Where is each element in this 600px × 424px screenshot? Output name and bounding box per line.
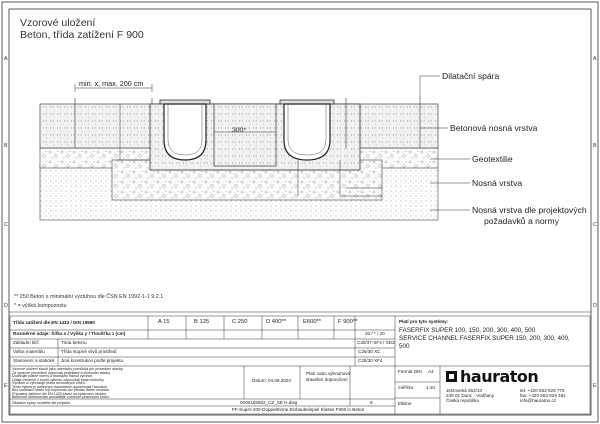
disclaimer-7: Bez souhlasu nesmí být kopírován ani předán třetím osobám. [12, 388, 110, 392]
date-value: 04.06.2024 [268, 378, 291, 383]
class-f900: F 900** [338, 319, 358, 325]
hauraton-logo-mark [446, 371, 457, 382]
central-pier [214, 104, 276, 166]
callout-base-layer: Nosná vrstva [472, 178, 523, 188]
dims-label: Rozměrné údaje: Šířka x / Výška y / Tloušťka z (cm) [13, 331, 126, 336]
row4-right: Třída stupně vlivů prostředí [61, 349, 117, 354]
company-email: info@hauraton.cz [520, 398, 557, 403]
row5-right: Jiná konstrukce podle projektu [61, 358, 124, 363]
dimension-label-mid: 300* [232, 127, 246, 134]
row4-value: C25/30 XC [358, 349, 381, 354]
company-city: 249 01 Dunc - Vodňany [446, 393, 495, 398]
products-header: Platí pro tyto systémy: [399, 319, 449, 324]
disclaimer-1: Vzorové uložení slouží jako orientační pomůcka pro provedení stavby. [12, 367, 124, 371]
dims-value: 20 / * / 20 [365, 331, 385, 336]
row-marker-right-c: C [593, 222, 597, 228]
valid-label: Platí nabo výbouhová [306, 371, 351, 376]
classes-header: Třída zatížení dle EN 1433 / DIN 19580 [13, 320, 95, 325]
disclaimer-5: Výrobce si vyhrazuje právo technických změn. [12, 381, 86, 385]
row5-left: Stanovení a statické [13, 358, 55, 363]
disclaimer-6: Tento výkres je duševním vlastnictvím společnosti Hauraton. [12, 384, 109, 389]
row-marker-right-d: D [593, 303, 597, 309]
class-b125: B 125 [194, 319, 210, 325]
row-marker-left-c: C [4, 222, 8, 228]
products-line-1: FASERFIX SUPER 100, 150, 200, 300, 400, 500 [399, 327, 536, 334]
drawing-number: 0000165662_CZ_SE H.dwg [240, 400, 298, 405]
date-label: Datum: [252, 378, 267, 383]
row-marker-left-a: A [4, 56, 8, 62]
scale-value: 1:10 [426, 385, 435, 390]
disclaimer-9: Betonové obetonování provádějte v jednom pracovním kroku. [12, 395, 110, 399]
products-line-3: 500 [399, 343, 410, 350]
disclaimer-4: Údaje uvedené v tomto výkresu odpovídají stavu techniky. [12, 377, 105, 382]
note-line-2: * = výšká kompozostu [14, 303, 67, 309]
disclaimer-3: Dodržujte platné normy a montážní návod výrobce. [12, 374, 94, 378]
company-street: Jetzoveká 652/10 [446, 388, 483, 393]
class-d400: D 400** [266, 319, 286, 325]
callout-concrete-layer: Betonová nosná vrstva [450, 123, 538, 133]
class-c250: C 250 [232, 319, 248, 325]
channel-right [280, 100, 334, 160]
scale-label: měřítko [398, 385, 414, 390]
row-marker-right-b: B [593, 143, 597, 149]
row-marker-left-e: E [4, 383, 8, 389]
disclaimer-2: Za správné provedení odpovídá projektant a zhotovitel stavby. [12, 370, 111, 375]
footer-text: FF-Super-200-Doppeltrinne Einbaubeispiel Klasse F900 in Beton [232, 407, 365, 412]
callout-geotextile: Geotextilie [472, 154, 513, 164]
row3-left: Základní klíč [13, 340, 39, 345]
drawing-title: Vzorové uložení [20, 17, 96, 29]
dimension-label-top: min. x, max. 200 cm [79, 79, 144, 88]
callout-sub-base-line1: Nosná vrstva dle projektových [472, 205, 587, 215]
company-phone: tel: +420 553 629 776 [520, 388, 565, 393]
drawing-subtitle: Beton, třída zatížení F 900 [20, 29, 144, 41]
row-marker-left-b: B [4, 143, 8, 149]
row5-value: C25/30 XF4 [358, 358, 383, 363]
list-label: Elkline [398, 401, 412, 406]
row3-value: C30/37-XF4 / XD3 [357, 340, 395, 345]
class-a15: A 15 [158, 319, 170, 325]
row-marker-left-d: D [4, 303, 8, 309]
company-country: Česká republika [446, 398, 479, 403]
format-label: Formát DIN [398, 369, 422, 374]
row-marker-right-e: E [593, 383, 597, 389]
note-line-1: ** 250 Beton s minimální výztuhou dle ČSN EN 1992-1-1 9.2.1 [14, 294, 164, 300]
row-marker-right-a: A [593, 56, 597, 62]
sheet-number: 6 [370, 400, 373, 405]
valid-label-2: stavební doporučení [306, 377, 348, 382]
disclaimer-10: Dilatační spáry umístěte dle projektu. [12, 401, 72, 405]
class-e600: E600** [303, 319, 322, 325]
row3-right: Trida betonu [61, 340, 87, 345]
callout-sub-base-line2: požadavků a normy [484, 216, 559, 226]
disclaimer-8: Přípustné zatížení dle EN 1433 závisí na správném uložení. [12, 391, 108, 396]
products-line-2: SERVICE CHANNEL FASERFIX SUPER 150, 200, 300, 400, [399, 335, 570, 342]
company-fax: fax: +420 553 629 461 [520, 393, 566, 398]
row4-left: Volba materiálu [13, 349, 45, 354]
company-logo-text: hauraton [460, 367, 539, 386]
format-value: A4 [428, 369, 434, 374]
channel-left [160, 100, 210, 160]
callout-dilatation: Dilatační spára [442, 71, 500, 81]
